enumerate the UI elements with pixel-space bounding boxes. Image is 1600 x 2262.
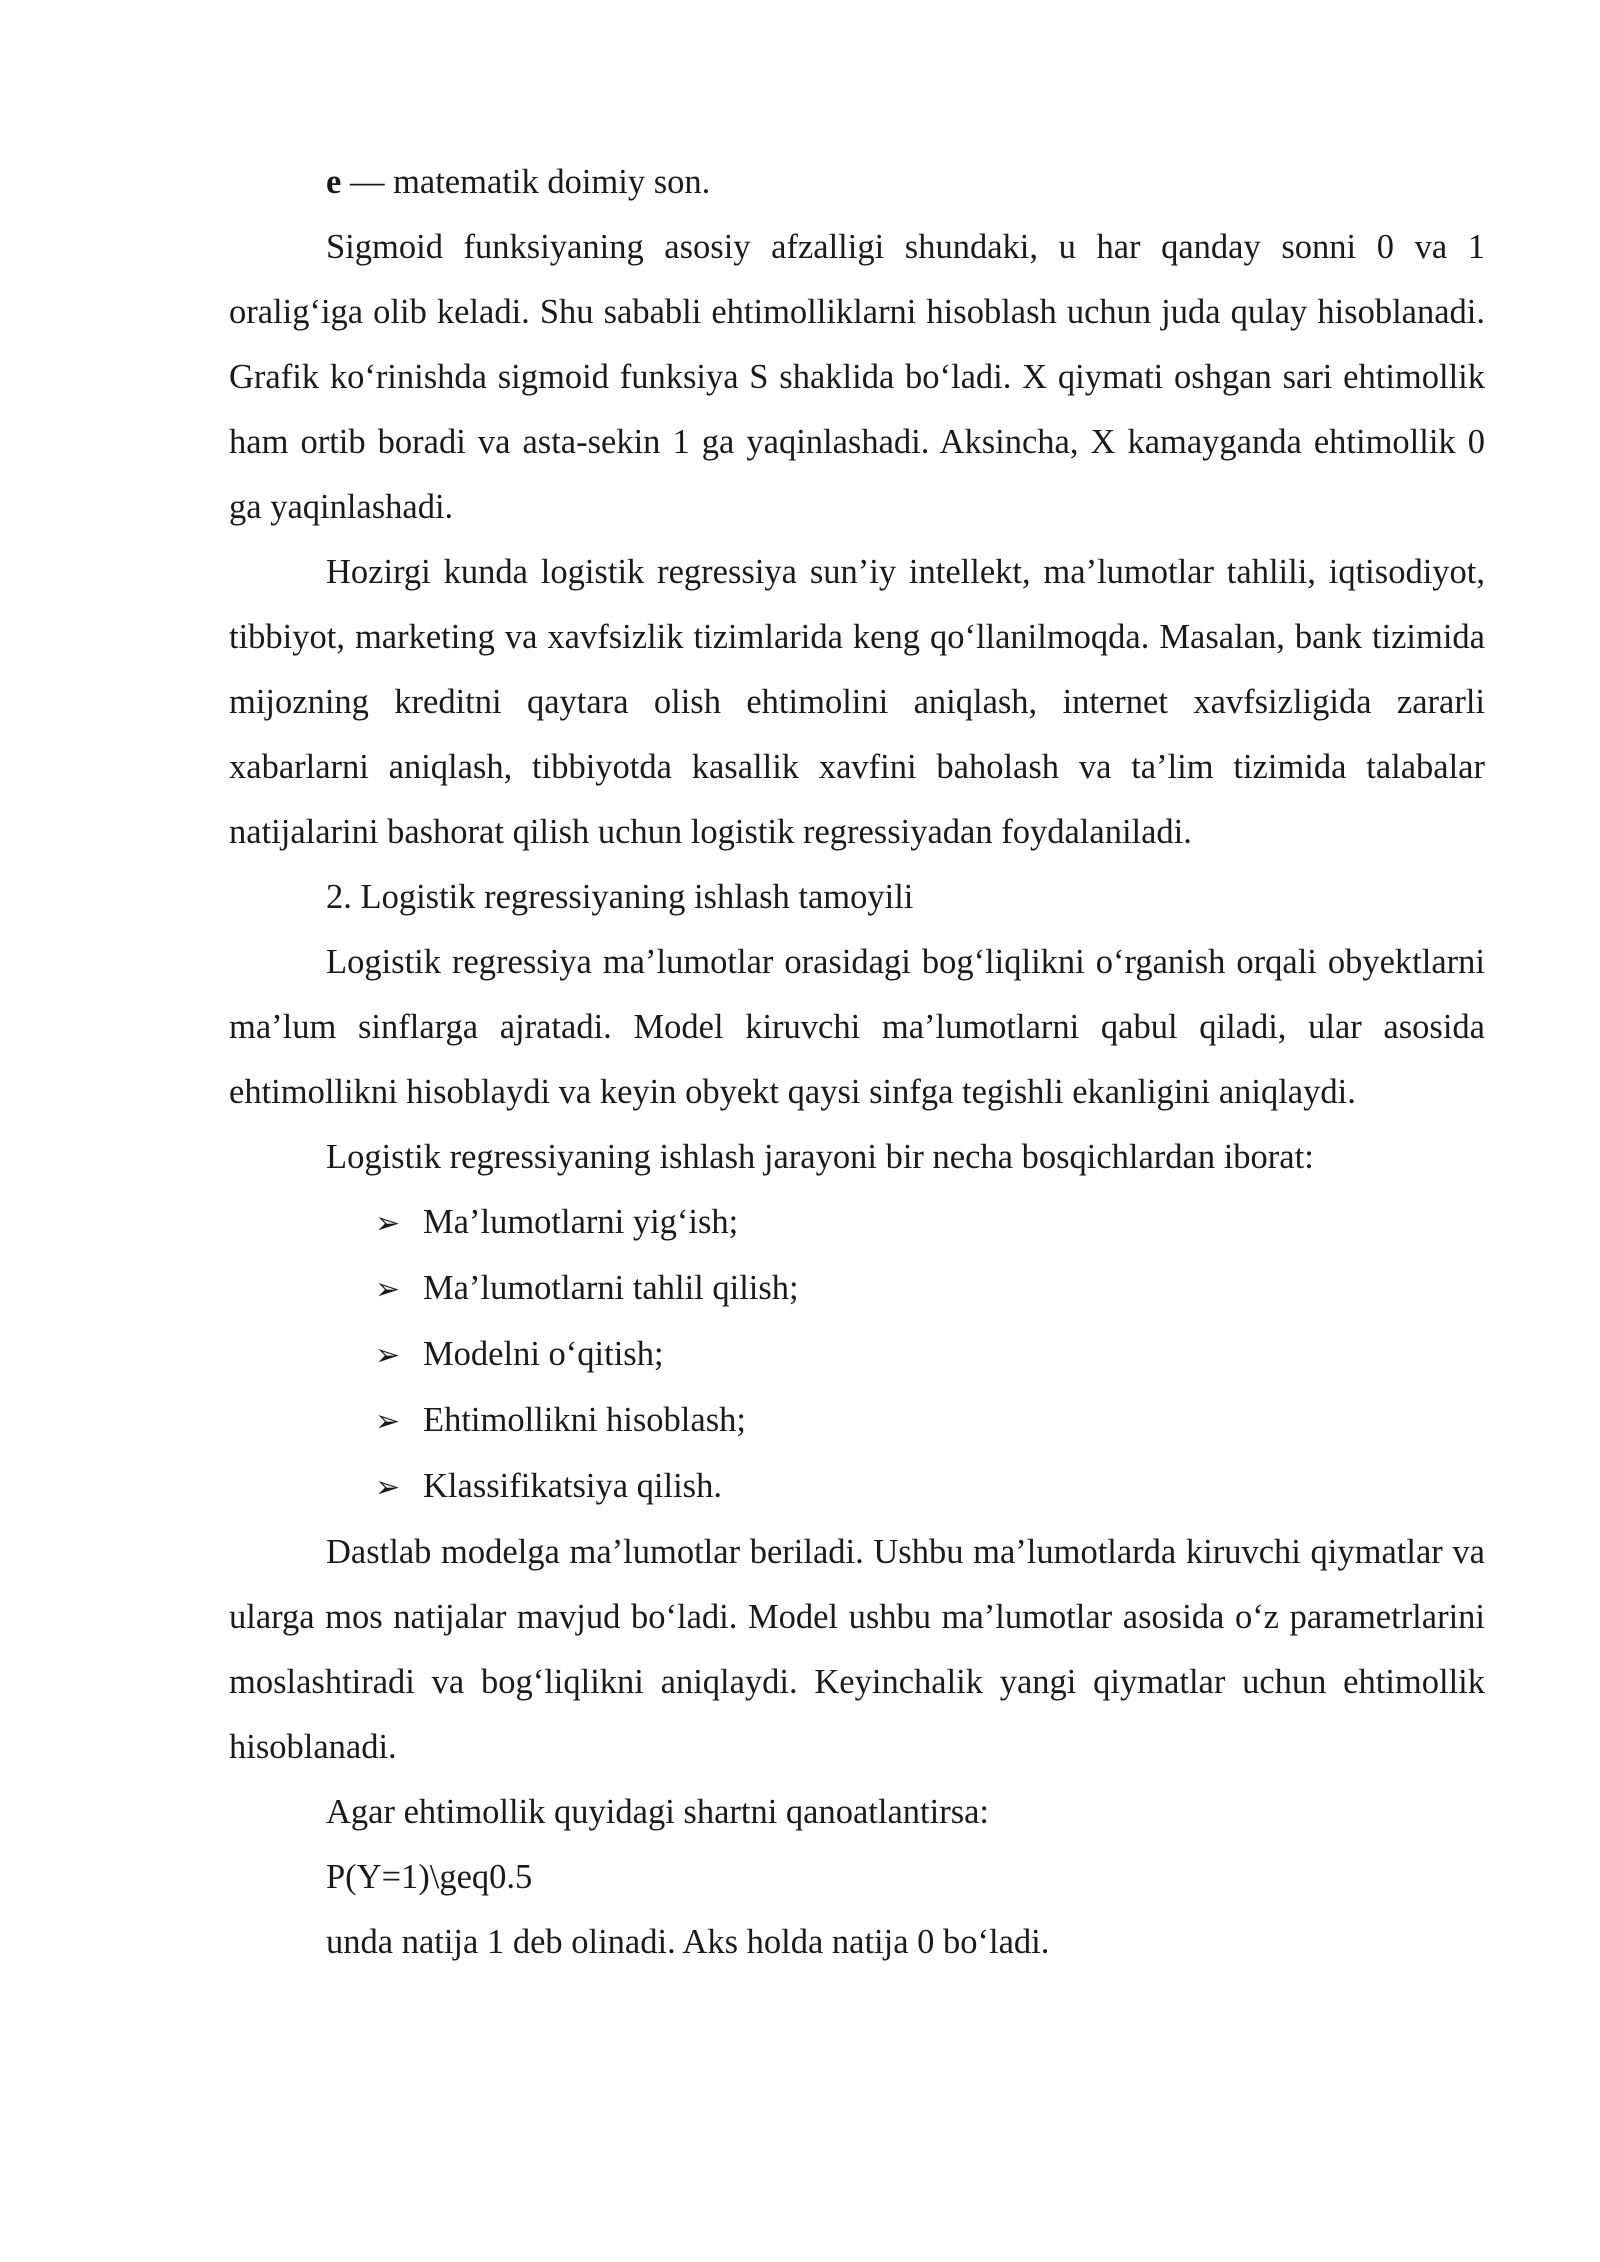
definition-line: [229, 150, 1485, 215]
list-item: [375, 1190, 1485, 1256]
list-item: [375, 1454, 1485, 1520]
list-item: [375, 1322, 1485, 1388]
steps-list: [229, 1190, 1485, 1520]
paragraph-stages-intro: Logistik regressiyaning ishlash jarayoni bir necha bosqichlardan iborat:: [326, 1138, 1314, 1176]
paragraph-sigmoid-advantage: Sigmoid funksiyaning asosiy afzalligi shundaki, u har qanday sonni 0 va 1 oralig‘iga olib keladi. Shu sababli ehtimolliklarni hisoblash uchun juda qulay hisoblanadi. Grafik ko‘rinishda sigmoid funksiya S shaklida bo‘ladi. X qiymati oshgan sari ehtimollik ham ortib boradi va asta-sekin 1 ga yaqinlashadi. Aksincha, X kamayganda ehtimollik 0 ga yaqinlashadi.: [229, 228, 1485, 526]
section-heading: 2. Logistik regressiyaning ishlash tamoyili: [326, 878, 914, 916]
arrow-bullet-icon: ➢: [375, 1404, 401, 1439]
formula-line: P(Y=1)\geq0.5: [326, 1858, 533, 1896]
definition-text: — matematik doimiy son.: [341, 163, 711, 201]
paragraph-working-principle: Logistik regressiya ma’lumotlar orasidagi bog‘liqlikni o‘rganish orqali obyektlarni ma’lum sinflarga ajratadi. Model kiruvchi ma’lumotlarni qabul qiladi, ular asosida ehtimollikni hisoblaydi va keyin obyekt qaysi sinfga tegishli ekanligini aniqlaydi.: [229, 943, 1485, 1111]
list-item-text: Ma’lumotlarni tahlil qilish;: [423, 1269, 799, 1307]
paragraph-condition: Agar ehtimollik quyidagi shartni qanoatlantirsa:: [326, 1793, 990, 1831]
arrow-bullet-icon: ➢: [375, 1272, 401, 1307]
paragraph-training: Dastlab modelga ma’lumotlar beriladi. Ushbu ma’lumotlarda kiruvchi qiymatlar va ularga mos natijalar mavjud bo‘ladi. Model ushbu ma’lumotlar asosida o‘z parametrlarini moslashtiradi va bog‘liqlikni aniqlaydi. Keyinchalik yangi qiymatlar uchun ehtimollik hisoblanadi.: [229, 1533, 1485, 1766]
arrow-bullet-icon: ➢: [375, 1206, 401, 1241]
list-item-text: Ehtimollikni hisoblash;: [423, 1401, 746, 1439]
paragraph-applications: Hozirgi kunda logistik regressiya sun’iy intellekt, ma’lumotlar tahlili, iqtisodiyot, tibbiyot, marketing va xavfsizlik tizimlarida keng qo‘llanilmoqda. Masalan, bank tizimida mijozning kreditni qaytara olish ehtimolini aniqlash, internet xavfsizligida zararli xabarlarni aniqlash, tibbiyotda kasallik xavfini baholash va ta’lim tizimida talabalar natijalarini bashorat qilish uchun logistik regressiyadan foydalaniladi.: [229, 553, 1485, 851]
list-item-text: Modelni o‘qitish;: [423, 1335, 664, 1373]
arrow-bullet-icon: ➢: [375, 1338, 401, 1373]
arrow-bullet-icon: ➢: [375, 1470, 401, 1505]
list-item-text: Klassifikatsiya qilish.: [423, 1467, 722, 1505]
bold-term: e: [326, 163, 342, 201]
paragraph-conclusion: unda natija 1 deb olinadi. Aks holda natija 0 bo‘ladi.: [326, 1923, 1050, 1961]
list-item: [375, 1256, 1485, 1322]
list-item: [375, 1388, 1485, 1454]
list-item-text: Ma’lumotlarni yig‘ish;: [423, 1203, 739, 1241]
